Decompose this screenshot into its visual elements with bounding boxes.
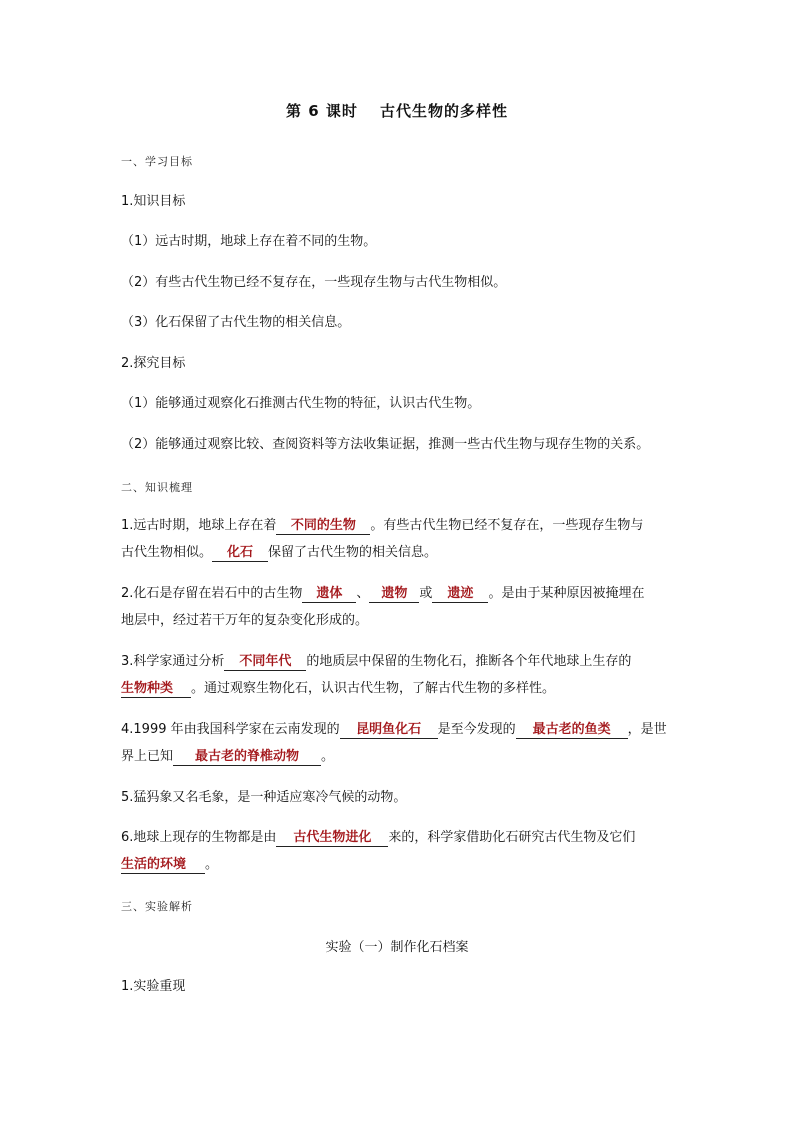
q3-text-3: 。通过观察生物化石，认识古代生物，了解古代生物的多样性。	[191, 681, 556, 696]
section-heading-goals: 一、学习目标	[121, 155, 193, 168]
q6-answer-1: 古代生物进化	[276, 830, 388, 847]
q6-text-2: 来的，科学家借助化石研究古代生物及它们	[388, 830, 636, 845]
q2-text-3: 或	[419, 586, 433, 601]
q1-text-2: 。有些古代生物已经不复存在，一些现存生物与	[370, 518, 644, 533]
knowledge-item-1-line-2	[121, 543, 681, 563]
q4-answer-2: 最古老的鱼类	[516, 722, 628, 739]
q4-text-4: 界上已知	[121, 749, 174, 764]
explore-goal-1: （1）能够通过观察化石推测古代生物的特征，认识古代生物。	[121, 396, 481, 411]
knowledge-goal-1: （1）远古时期，地球上存在着不同的生物。	[121, 234, 377, 249]
q2-text-2: 、	[356, 586, 370, 601]
knowledge-item-6-line-1	[121, 828, 681, 848]
knowledge-item-3-line-1	[121, 652, 681, 672]
knowledge-item-1-line-1	[121, 516, 681, 536]
q2-answer-3: 遗迹	[432, 586, 488, 603]
q4-text-3: ，是世	[627, 722, 667, 737]
q4-text-5: 。	[321, 749, 335, 764]
lesson-number: 第 6 课时	[286, 102, 358, 120]
q4-text-2: 是至今发现的	[437, 722, 516, 737]
section-heading-experiment: 三、实验解析	[121, 900, 193, 913]
knowledge-item-2-line-1	[121, 584, 681, 604]
knowledge-goal-heading: 1.知识目标	[121, 194, 186, 209]
knowledge-goal-3: （3）化石保留了古代生物的相关信息。	[121, 315, 351, 330]
q2-answer-1: 遗体	[302, 586, 356, 603]
q3-text-1: 3.科学家通过分析	[121, 654, 225, 669]
knowledge-item-3-line-2	[121, 679, 681, 699]
knowledge-goal-2: （2）有些古代生物已经不复存在，一些现存生物与古代生物相似。	[121, 275, 507, 290]
q1-answer-2: 化石	[212, 545, 268, 562]
q3-answer-1: 不同年代	[224, 654, 306, 671]
experiment-step-1: 1.实验重现	[121, 979, 186, 994]
explore-goal-heading: 2.探究目标	[121, 356, 186, 371]
experiment-title: 实验（一）制作化石档案	[325, 940, 469, 955]
q3-text-2: 的地质层中保留的生物化石，推断各个年代地球上生存的	[306, 654, 632, 669]
q2-text-4: 。是由于某种原因被掩埋在	[488, 586, 645, 601]
lesson-title: 古代生物的多样性	[379, 102, 508, 120]
knowledge-item-4-line-1	[121, 720, 681, 740]
q6-text-1: 6.地球上现存的生物都是由	[121, 830, 277, 845]
knowledge-item-4-line-2	[121, 747, 681, 767]
explore-goal-2: （2）能够通过观察比较、查阅资料等方法收集证据，推测一些古代生物与现存生物的关系。	[121, 437, 650, 452]
q4-answer-1: 昆明鱼化石	[340, 722, 438, 739]
q1-text-3: 古代生物相似。	[121, 545, 213, 560]
q4-answer-3: 最古老的脊椎动物	[173, 749, 321, 766]
q6-text-3: 。	[205, 857, 219, 872]
q1-answer-1: 不同的生物	[276, 518, 370, 535]
page-title	[0, 100, 794, 121]
section-heading-knowledge: 二、知识梳理	[121, 481, 193, 494]
q4-text-1: 4.1999 年由我国科学家在云南发现的	[121, 722, 340, 737]
knowledge-item-5: 5.猛犸象又名毛象，是一种适应寒冷气候的动物。	[121, 790, 407, 805]
q3-answer-2: 生物种类	[121, 681, 191, 698]
q1-text-4: 保留了古代生物的相关信息。	[268, 545, 438, 560]
q6-answer-2: 生活的环境	[121, 857, 205, 874]
q2-text-1: 2.化石是存留在岩石中的古生物	[121, 586, 303, 601]
knowledge-item-6-line-2	[121, 855, 681, 875]
knowledge-item-2-line-2: 地层中，经过若干万年的复杂变化形成的。	[121, 613, 369, 628]
q2-answer-2: 遗物	[369, 586, 419, 603]
q1-text-1: 1.远古时期，地球上存在着	[121, 518, 277, 533]
